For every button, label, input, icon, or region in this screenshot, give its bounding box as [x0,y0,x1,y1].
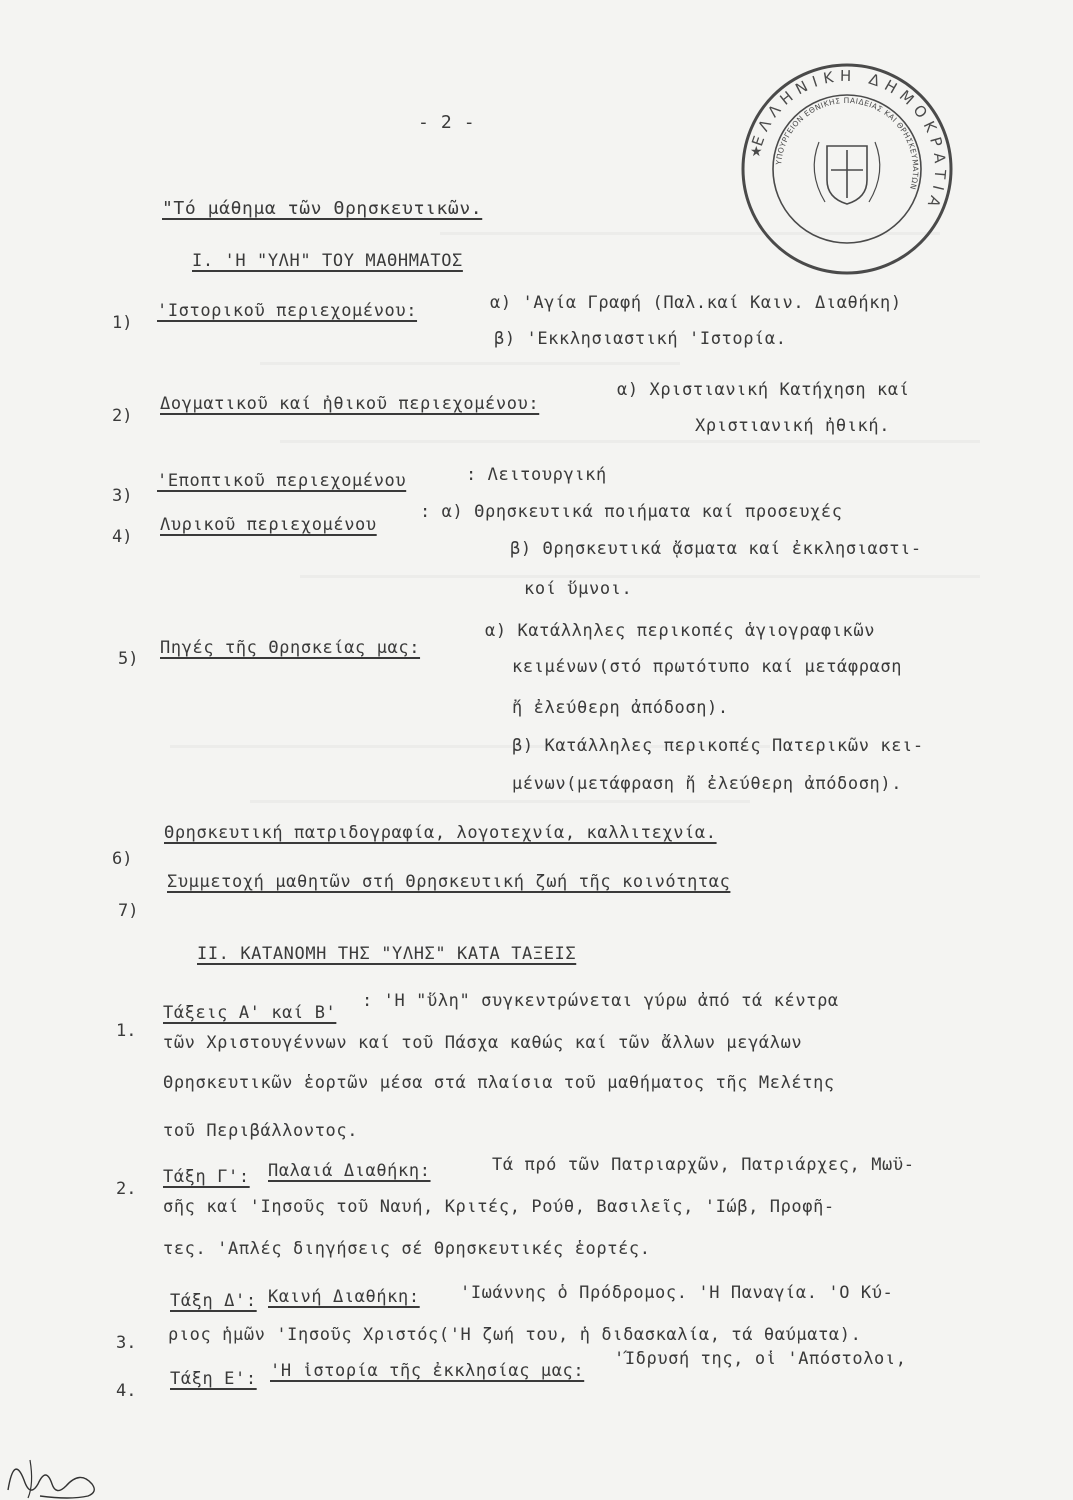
item-continuation: τῶν Χριστουγέννων καί τοῦ Πάσχα καθώς καί τῶν ἄλλων μεγάλων [163,1033,803,1053]
item-number: 6) [112,849,133,869]
item-text: α) 'Αγία Γραφή (Παλ.καί Καιν. Διαθήκη) [490,293,902,313]
item-label: Τάξη Ε': [170,1369,257,1389]
item-number: 1) [112,313,133,333]
section-2-heading: II. ΚΑΤΑΝΟΜΗ ΤΗΣ "ΥΛΗΣ" ΚΑΤΑ ΤΑΞΕΙΣ [197,944,577,964]
item-number: 5) [118,649,139,669]
page-number: - 2 - [418,112,476,133]
item-text: α) Κατάλληλες περικοπές ἁγιογραφικῶν [485,621,876,641]
handwritten-signature-icon [0,1440,110,1500]
item-continuation: Θρησκευτικῶν ἑορτῶν μέσα στά πλαίσια τοῦ μαθήματος τῆς Μελέτης [163,1073,835,1093]
item-label: Συμμετοχή μαθητῶν στή Θρησκευτική ζωή τῆς κοινότητας [167,872,731,892]
item-number: 2. [116,1179,137,1199]
item-text: Τά πρό τῶν Πατριαρχῶν, Πατριάρχες, Μωϋ- [492,1155,915,1175]
section-1-heading: I. 'Η "ΥΛΗ" ΤΟΥ ΜΑΘΗΜΑΤΟΣ [192,251,463,271]
stamp-inner-text: ΥΠΟΥΡΓΕΙΟΝ ΕΘΝΙΚΗΣ ΠΑΙΔΕΙΑΣ ΚΑΙ ΘΡΗΣΚΕΥΜΑΤΩΝ [774,95,921,191]
item-continuation: β) Κατάλληλες περικοπές Πατερικῶν κει- [512,736,924,756]
item-label: Τάξη Δ': [170,1291,257,1311]
item-continuation: Χριστιανική ἠθική. [695,416,891,436]
item-continuation: ἤ ἐλεύθερη ἀπόδοση). [512,698,729,718]
item-label: Τάξεις Α' καί Β' [163,1003,337,1023]
item-sublabel: Παλαιά Διαθήκη: [268,1161,431,1181]
item-label: Πηγές τῆς Θρησκείας μας: [160,638,421,658]
item-continuation: κειμένων(στό πρωτότυπο καί μετάφραση [512,657,903,677]
item-text: 'Ιωάννης ὁ Πρόδρομος. 'Η Παναγία. 'Ο Κύ- [460,1283,894,1303]
item-number: 2) [112,406,133,426]
item-label: Δογματικοῦ καί ἠθικοῦ περιεχομένου: [160,394,540,414]
item-continuation: τες. 'Απλές διηγήσεις σέ Θρησκευτικές ἑορτές. [163,1239,651,1259]
item-continuation: ριος ἡμῶν 'Ιησοῦς Χριστός('Η ζωή του, ἡ διδασκαλία, τά θαύματα). [168,1325,862,1345]
item-continuation: κοί ὕμνοι. [524,579,633,599]
item-continuation: β) 'Εκκλησιαστική 'Ιστορία. [494,329,787,349]
item-continuation: μένων(μετάφραση ἤ ἐλεύθερη ἀπόδοση). [512,774,903,794]
item-number: 3. [116,1333,137,1353]
item-label: Λυρικοῦ περιεχομένου [160,515,377,535]
item-text: 'Ίδρυσή της, οἱ 'Απόστολοι, [614,1349,907,1369]
item-text: : Λειτουργική [466,465,607,485]
greek-coat-of-arms-icon [738,60,956,278]
item-number: 3) [112,486,133,506]
item-number: 1. [116,1021,137,1041]
item-number: 4. [116,1381,137,1401]
item-text: : 'Η "ὕλη" συγκεντρώνεται γύρω ἀπό τά κέντρα [362,991,839,1011]
item-number: 4) [112,527,133,547]
item-text: : α) Θρησκευτικά ποιήματα καί προσευχές [420,502,843,522]
item-number: 7) [118,901,139,921]
item-continuation: τοῦ Περιβάλλοντος. [163,1121,359,1141]
item-sublabel: Καινή Διαθήκη: [268,1287,420,1307]
item-continuation: σῆς καί 'Ιησοῦς τοῦ Ναυή, Κριτές, Ρούθ, Βασιλεῖς, 'Ιώβ, Προφῆ- [163,1197,835,1217]
item-label: 'Εποπτικοῦ περιεχομένου [157,471,407,491]
item-continuation: β) Θρησκευτικά ᾄσματα καί ἐκκλησιαστι- [510,539,922,559]
item-sublabel: 'Η ἱστορία τῆς ἐκκλησίας μας: [270,1361,585,1381]
item-label: 'Ιστορικοῦ περιεχομένου: [157,301,418,321]
subject-title: "Τό μάθημα τῶν Θρησκευτικῶν. [162,198,483,219]
item-text: α) Χριστιανική Κατήχηση καί [617,380,910,400]
item-label: Τάξη Γ': [163,1167,250,1187]
item-label: Θρησκευτική πατριδογραφία, λογοτεχνία, καλλιτεχνία. [164,823,717,843]
stamp-outer-text: ΕΛΛΗΝΙΚΗ ΔΗΜΟΚΡΑΤΙΑ [748,66,950,216]
svg-text:★: ★ [750,144,763,160]
